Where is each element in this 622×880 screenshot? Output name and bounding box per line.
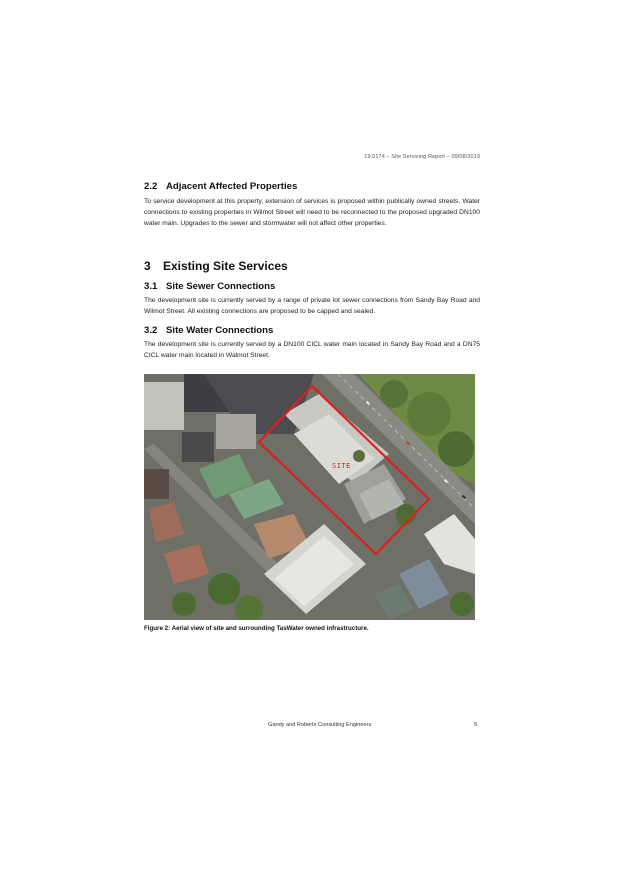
aerial-map: [144, 374, 475, 620]
section-3-1-body: The development site is currently served by a range of private lot sewer connections from Sandy Bay Road and Wilmot Street. All existing connections are proposed to be capped and sealed.: [144, 297, 480, 316]
section-3-title: Existing Site Services: [163, 259, 288, 273]
section-3-number: 3: [144, 259, 151, 273]
section-2-2-title: Adjacent Affected Properties: [166, 181, 298, 192]
section-2-2-body: To service development at this property, extension of services is proposed within publically owned streets. Water connections to existing properties in Wilmot Street will need to be reconnected to the proposed upgraded DN100 water main. Upgrades to the sewer and stormwater will not affect other properties.: [144, 198, 480, 228]
section-3-1-heading: [144, 281, 275, 292]
figure-caption: Figure 2: Aerial view of site and surrounding TasWater owned infrastructure.: [144, 625, 369, 632]
section-3-2-number: 3.2: [144, 325, 158, 336]
section-3-1-number: 3.1: [144, 281, 158, 292]
footer-page-number: 5: [474, 722, 478, 728]
section-2-2-number: 2.2: [144, 181, 158, 192]
section-3-2-body: The development site is currently served by a DN100 CICL water main located in Sandy Bay Road and a DN75 CICL water main located in Walmot Street.: [144, 341, 480, 360]
header-reference: 19.0174 – Site Servicing Report – 09/08/2019: [364, 154, 480, 160]
section-3-1-title: Site Sewer Connections: [166, 281, 276, 292]
section-3-2-title: Site Water Connections: [166, 325, 274, 336]
section-2-2-heading: [144, 181, 297, 192]
footer-company: Gandy and Roberts Consulting Engineers: [268, 722, 372, 728]
section-3-heading: [144, 259, 288, 273]
section-3-2-heading: [144, 325, 273, 336]
aerial-view-figure: [144, 374, 475, 620]
site-label: SITE: [332, 462, 351, 470]
